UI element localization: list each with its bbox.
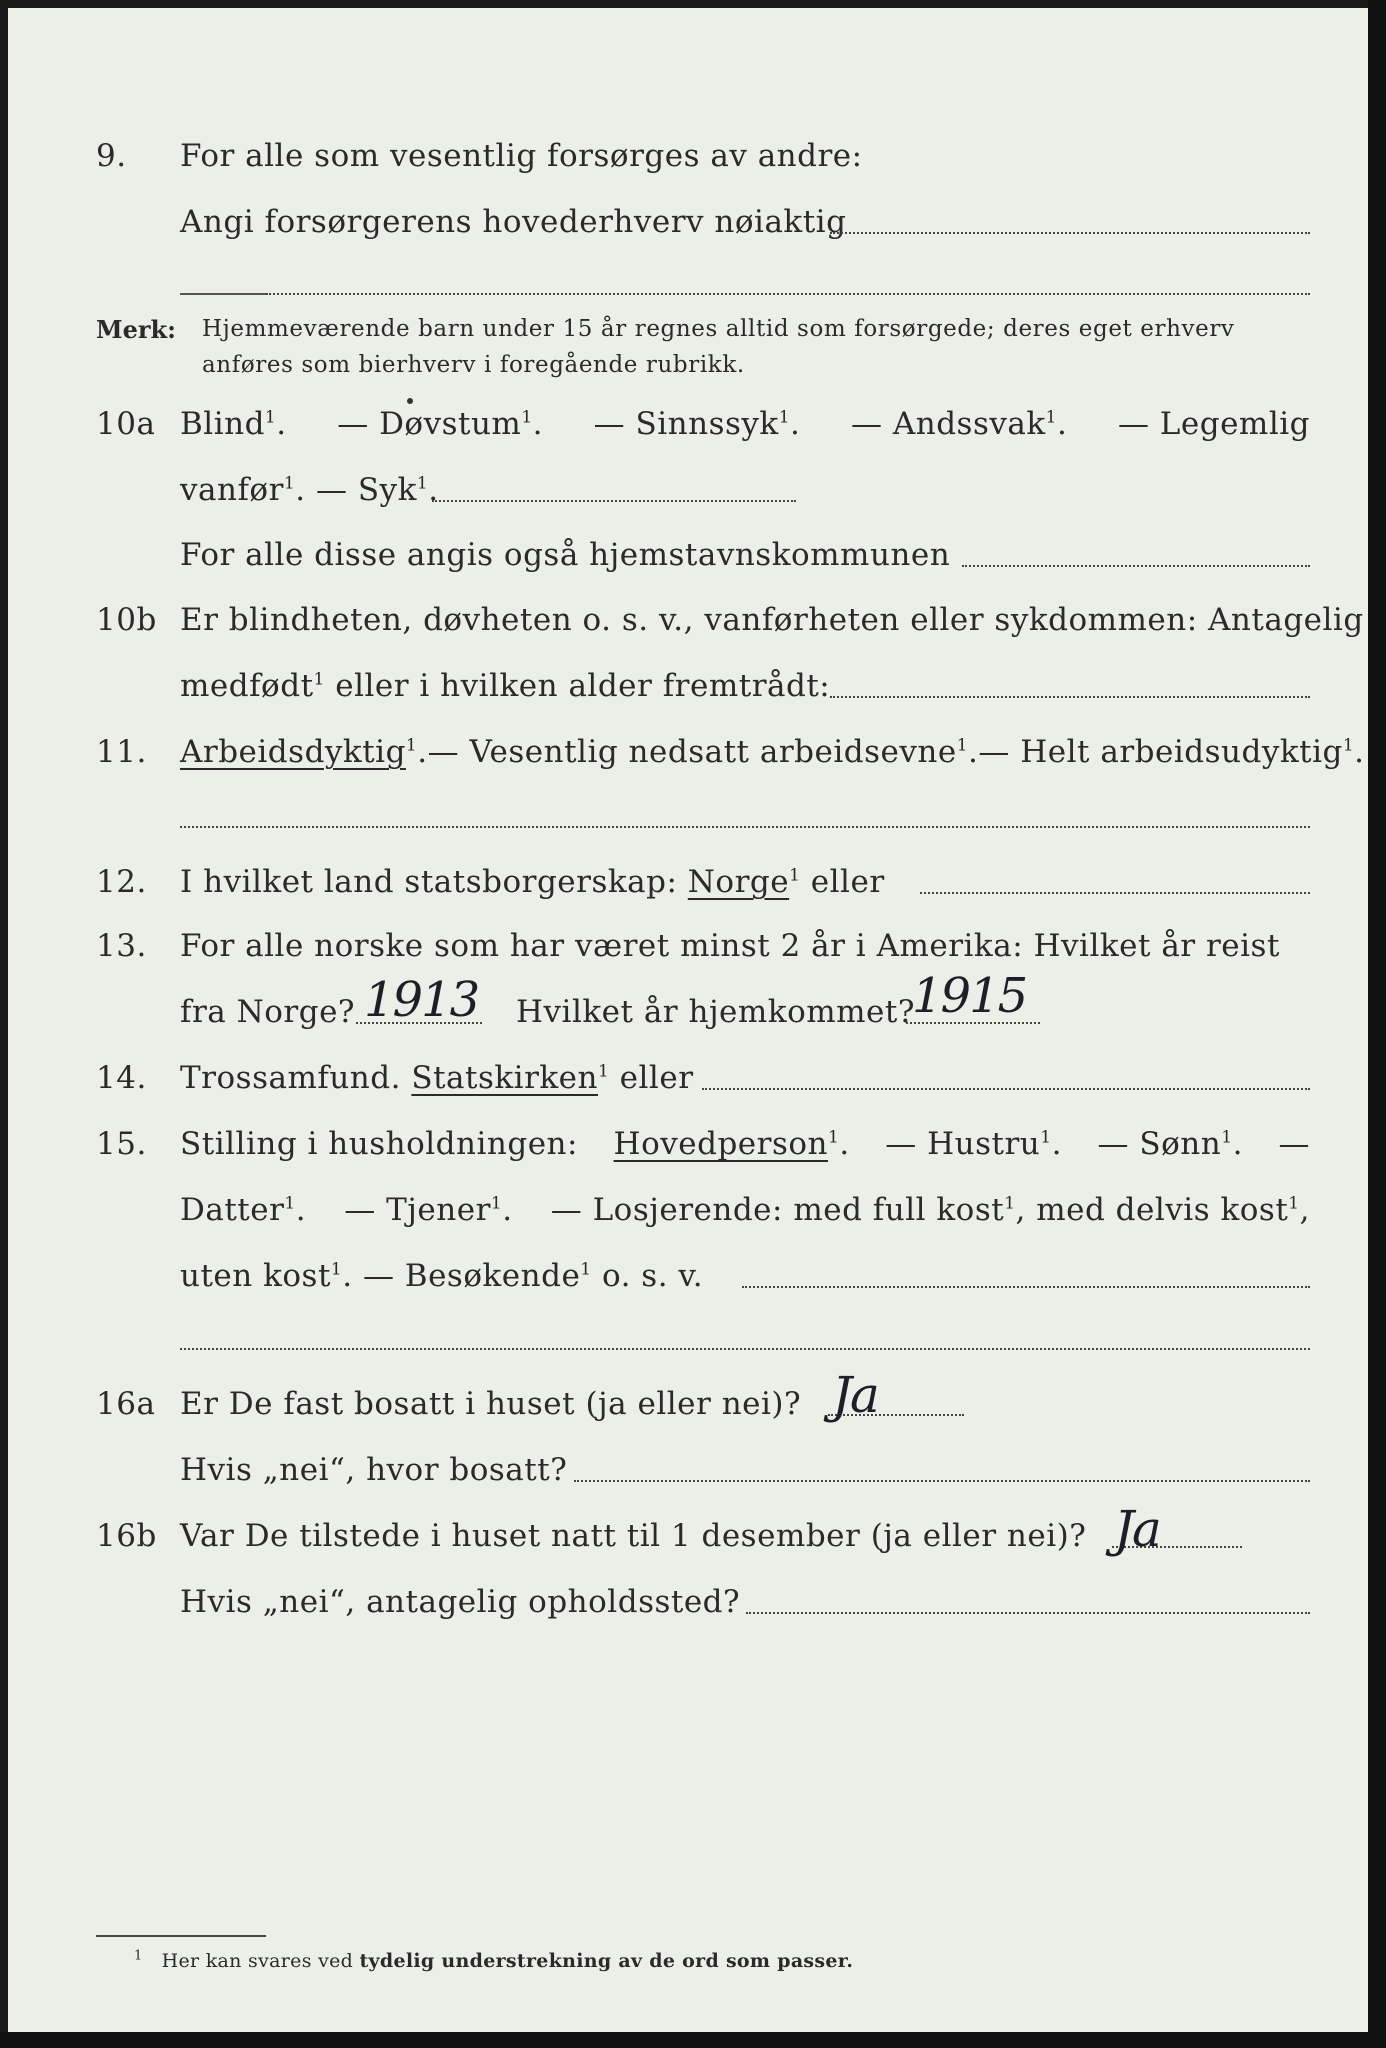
q11-answer-line[interactable] — [180, 826, 1310, 828]
option-sonn[interactable]: — Sønn$^1$. — [1097, 1126, 1243, 1162]
q9-line1: For alle som vesentlig forsørges av andre: — [180, 138, 863, 174]
option-full-kost[interactable]: — Losjerende: med full kost$^1$, med delvis kost$^1$, — [550, 1192, 1310, 1228]
q15-answer-line[interactable] — [742, 1286, 1310, 1288]
q16b-line2: Hvis „nei“, antagelig opholdssted? — [180, 1584, 741, 1620]
option-besokende[interactable]: — Besøkende$^1$ — [362, 1258, 592, 1294]
q15-line3 — [180, 1258, 703, 1294]
q13-reist-answer: 1913 — [364, 972, 479, 1028]
q16a-line1: Er De fast bosatt i huset (ja eller nei)? — [180, 1386, 802, 1422]
q10a-line1 — [180, 406, 1310, 442]
scan-edge-bottom — [0, 2032, 1386, 2048]
option-arbeidsdyktig[interactable]: Arbeidsdyktig$^1$. — [180, 734, 428, 770]
q16a-bosatt-answer-line[interactable] — [574, 1480, 1310, 1482]
merk-line2: anføres som bierhverv i foregående rubrikk. — [202, 352, 745, 378]
option-tjener[interactable]: — Tjener$^1$. — [344, 1192, 513, 1228]
q16b-line1: Var De tilstede i huset natt til 1 desember (ja eller nei)? — [180, 1518, 1087, 1554]
footnote-bold-text: tydelig understrekning av de ord som passer. — [359, 1950, 854, 1972]
q14-label: Trossamfund. — [180, 1060, 401, 1096]
q14-line — [180, 1060, 694, 1096]
footnote-text: Her kan svares ved — [161, 1950, 354, 1972]
footnote-marker: 1 — [134, 1948, 143, 1964]
q10b-answer-line[interactable] — [830, 696, 1310, 698]
q10a-syk-answer-line[interactable] — [432, 500, 796, 502]
q16b-answer: Ja — [1114, 1500, 1160, 1558]
q15-line1 — [180, 1126, 1310, 1162]
merk-line1: Hjemmeværende barn under 15 år regnes alltid som forsørgede; deres eget erhverv — [202, 316, 1235, 342]
q12-eller: eller — [810, 864, 885, 900]
q10b-number: 10b — [96, 602, 157, 638]
q10a-hjemstavn-answer-line[interactable] — [962, 565, 1310, 567]
scan-edge-left — [0, 0, 8, 2048]
q9-number: 9. — [96, 138, 127, 174]
q10a-line3: For alle disse angis også hjemstavnskommunen — [180, 537, 951, 573]
option-uten-kost[interactable]: uten kost$^1$. — [180, 1258, 353, 1294]
q11-line1 — [180, 734, 1365, 770]
q12-answer-line[interactable] — [920, 892, 1310, 894]
q10b-line1: Er blindheten, døvheten o. s. v., vanførheten eller sykdommen: Antagelig — [180, 602, 1364, 638]
q9-answer-line2[interactable] — [266, 293, 1310, 295]
option-vanfor[interactable]: vanfør$^1$. — [180, 472, 306, 508]
q13-reist-label: fra Norge? — [180, 994, 356, 1030]
q15-label: Stilling i husholdningen: — [180, 1126, 578, 1162]
q15-line2 — [180, 1192, 1310, 1228]
q10b-alder-label: eller i hvilken alder fremtrådt: — [335, 668, 831, 704]
q12-line — [180, 864, 885, 900]
q15-number: 15. — [96, 1126, 147, 1162]
q13-number: 13. — [96, 928, 147, 964]
ink-dot — [407, 398, 413, 404]
option-andssvak[interactable]: — Andssvak$^1$. — [851, 406, 1068, 442]
q14-answer-line[interactable] — [702, 1088, 1310, 1090]
q16a-number: 16a — [96, 1386, 156, 1422]
q11-number: 11. — [96, 734, 147, 770]
q10a-number: 10a — [96, 406, 156, 442]
scan-edge-right — [1368, 0, 1386, 2048]
q9-answer-line2-solid — [180, 293, 266, 295]
option-blind[interactable]: Blind$^1$. — [180, 406, 287, 442]
q12-number: 12. — [96, 864, 147, 900]
option-hustru[interactable]: — Hustru$^1$. — [885, 1126, 1062, 1162]
q10b-line2 — [180, 668, 830, 704]
q15-dash: — — [1278, 1126, 1310, 1162]
q16b-number: 16b — [96, 1518, 157, 1554]
q10a-line2 — [180, 472, 439, 508]
option-statskirken[interactable]: Statskirken$^1$ — [411, 1060, 610, 1096]
footnote-rule — [96, 1935, 266, 1937]
footnote — [134, 1950, 853, 1972]
option-arbeidsudyktig[interactable]: — Helt arbeidsudyktig$^1$. — [978, 734, 1365, 770]
option-sinnssyk[interactable]: — Sinnssyk$^1$. — [593, 406, 801, 442]
q9-line2: Angi forsørgerens hovederhverv nøiaktig — [180, 204, 847, 240]
q15-osv: o. s. v. — [601, 1258, 704, 1294]
scan-edge-top — [0, 0, 1386, 8]
q9-answer-line[interactable] — [830, 232, 1310, 234]
q16a-line2: Hvis „nei“, hvor bosatt? — [180, 1452, 568, 1488]
option-legemlig[interactable]: — Legemlig — [1117, 406, 1310, 442]
q13-hjemkommet-answer: 1915 — [912, 968, 1027, 1024]
q13-line1: For alle norske som har været minst 2 år i Amerika: Hvilket år reist — [180, 928, 1280, 964]
option-norge[interactable]: Norge$^1$ — [687, 864, 801, 900]
q14-eller: eller — [619, 1060, 694, 1096]
option-dovstum[interactable]: — Døvstum$^1$. — [337, 406, 544, 442]
q16b-opholdssted-answer-line[interactable] — [746, 1612, 1310, 1614]
option-syk[interactable]: — Syk$^1$. — [315, 472, 439, 508]
merk-label: Merk: — [96, 315, 176, 344]
q14-number: 14. — [96, 1060, 147, 1096]
option-medfodt[interactable]: medfødt$^1$ — [180, 668, 325, 704]
q12-label: I hvilket land statsborgerskap: — [180, 864, 678, 900]
option-nedsatt-arbeidsevne[interactable]: — Vesentlig nedsatt arbeidsevne$^1$. — [427, 734, 979, 770]
option-hovedperson[interactable]: Hovedperson$^1$. — [613, 1126, 850, 1162]
q13-hjemkommet-label: Hvilket år hjemkommet? — [516, 994, 915, 1030]
q16a-answer: Ja — [832, 1366, 878, 1424]
option-datter[interactable]: Datter$^1$. — [180, 1192, 307, 1228]
q15-answer-line2[interactable] — [180, 1348, 1310, 1350]
